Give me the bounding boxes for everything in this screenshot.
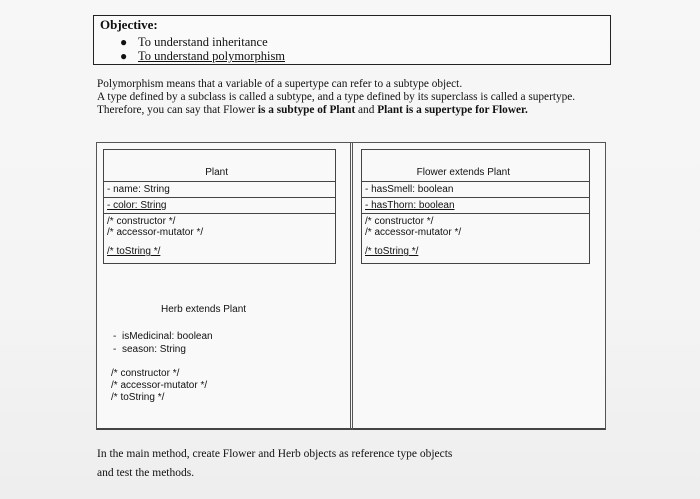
class-attribute: - color: String	[103, 198, 336, 214]
objective-title: Objective:	[100, 17, 158, 32]
intro-paragraph	[97, 78, 627, 117]
flower-class-box	[361, 149, 590, 264]
class-title-cell	[361, 149, 590, 182]
class-attribute: - isMedicinal: boolean	[113, 331, 213, 342]
class-method: /* accessor-mutator */	[111, 380, 208, 391]
intro-line: Therefore, you can say that Flower is a subtype of Plant and Plant is a supertype for Flower.	[97, 104, 528, 116]
intro-line: A type defined by a subclass is called a subtype, and a type defined by its superclass is called a supertype.	[97, 91, 576, 103]
class-method: /* toString */	[111, 392, 165, 403]
class-attribute: - hasSmell: boolean	[361, 182, 590, 198]
objective-list	[118, 35, 285, 63]
divider-line	[362, 263, 589, 264]
instruction-line: and test the methods.	[97, 467, 195, 479]
class-attribute: - season: String	[113, 344, 186, 355]
class-attribute: - hasThorn: boolean	[361, 198, 590, 214]
class-method: /* accessor-mutator */	[107, 227, 204, 238]
class-title: Plant	[205, 167, 228, 178]
class-methods	[103, 214, 336, 264]
class-method: /* constructor */	[365, 216, 434, 227]
instruction-line: In the main method, create Flower and Herb objects as reference type objects	[97, 448, 453, 460]
class-title-cell	[103, 149, 336, 182]
instructions-paragraph	[97, 445, 452, 483]
plant-class-box	[103, 149, 336, 264]
class-method: /* constructor */	[107, 216, 176, 227]
class-attribute: - name: String	[103, 182, 336, 198]
class-method: /* toString */	[107, 246, 161, 257]
bullet-icon: ●	[120, 35, 128, 49]
class-method: /* constructor */	[111, 368, 180, 379]
class-method: /* toString */	[365, 246, 419, 257]
class-title: Herb extends Plant	[161, 304, 247, 315]
intro-line: Polymorphism means that a variable of a supertype can refer to a subtype object.	[97, 78, 463, 90]
bullet-icon: ●	[120, 49, 128, 63]
diagram-divider	[350, 142, 353, 430]
class-title: Flower extends Plant	[416, 167, 510, 178]
divider-line	[104, 263, 335, 264]
class-method: /* accessor-mutator */	[365, 227, 462, 238]
objective-item: ● To understand polymorphism	[120, 49, 286, 63]
class-methods	[361, 214, 590, 264]
objective-item: ● To understand inheritance	[120, 35, 268, 49]
objective-box	[93, 15, 611, 65]
